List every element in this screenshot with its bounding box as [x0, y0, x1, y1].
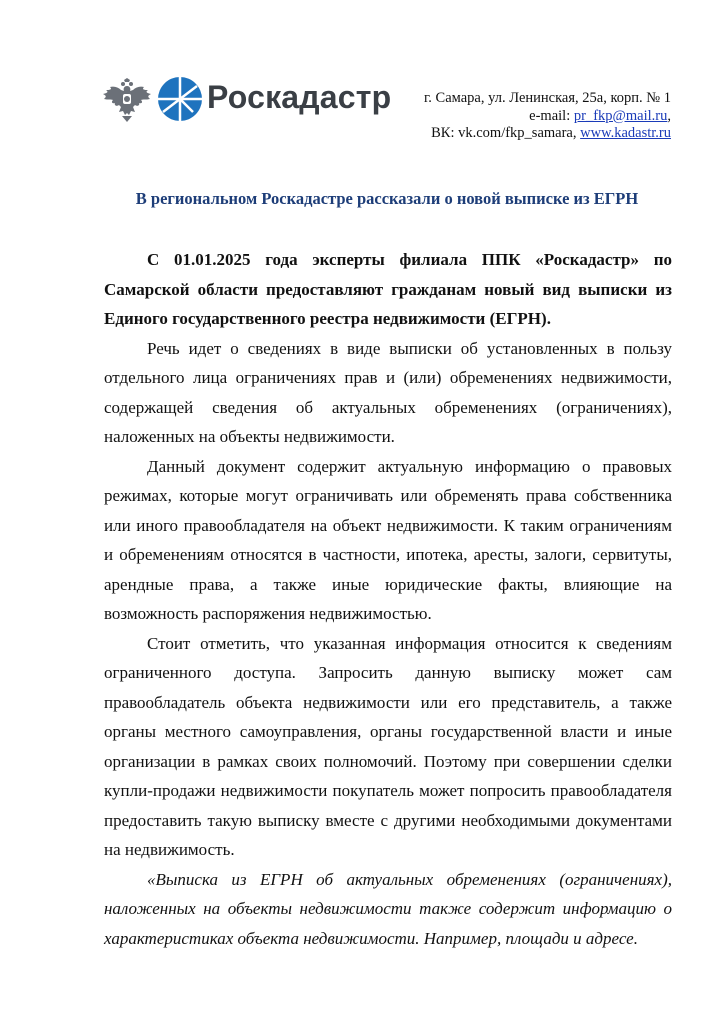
letterhead — [0, 0, 724, 160]
body-paragraph: Данный документ содержит актуальную информацию о правовых режимах, которые могут ограничивать или обременять права собственника или иного правообладателя на объект недвижимости. К таким ограничениям и обременениям относятся в частности, ипотека, аресты, залоги, сервитуты, арендные права, а также иные юридические факты, влияющие на возможность распоряжения недвижимостью. — [104, 456, 672, 623]
email-line — [424, 108, 671, 126]
double-headed-eagle-emblem-icon — [102, 78, 152, 124]
brand-name: Роскадастр — [207, 79, 392, 115]
roskadastr-circle-logo-icon — [157, 76, 203, 122]
email-prefix: e-mail: — [529, 107, 574, 124]
article-headline: В региональном Роскадастре рассказали о новой выписке из ЕГРН — [135, 189, 639, 208]
body-paragraph: Речь идет о сведениях в виде выписки об установленных в пользу отдельного лица ограничениях прав и (или) обременениях недвижимости, содержащей сведения об актуальных обременениях (ограничениях), наложенных на объекты недвижимости. — [104, 338, 672, 446]
contact-block — [424, 90, 671, 143]
article-body — [104, 245, 672, 953]
address-line: г. Самара, ул. Ленинская, 25а, корп. № 1 — [424, 90, 671, 106]
email-link[interactable]: pr_fkp@mail.ru — [573, 107, 668, 124]
quote-paragraph: «Выписка из ЕГРН об актуальных обременениях (ограничениях), наложенных на объекты недвижимости также содержит информацию о характеристиках объекта недвижимости. Например, площади и адресе. — [104, 869, 672, 948]
social-line — [424, 125, 671, 143]
website-link[interactable]: www.kadastr.ru — [580, 125, 671, 141]
vk-text: ВК: vk.com/fkp_samara, — [431, 125, 581, 141]
body-paragraph: Стоит отметить, что указанная информация относится к сведениям ограниченного доступа. Запросить данную выписку может сам правообладатель объекта недвижимости или его представитель, а также органы местного самоуправления, органы государственной власти и иные организации в рамках своих полномочий. Поэтому при совершении сделки купли-продажи недвижимости покупатель может попросить правообладателя предоставить такую выписку вместе с другими необходимыми документами на недвижимость. — [104, 633, 672, 859]
email-suffix: , — [667, 107, 671, 124]
lead-paragraph: С 01.01.2025 года эксперты филиала ППК «Роскадастр» по Самарской области предоставляют гражданам новый вид выписки из Единого государственного реестра недвижимости (ЕГРН). — [104, 250, 672, 328]
